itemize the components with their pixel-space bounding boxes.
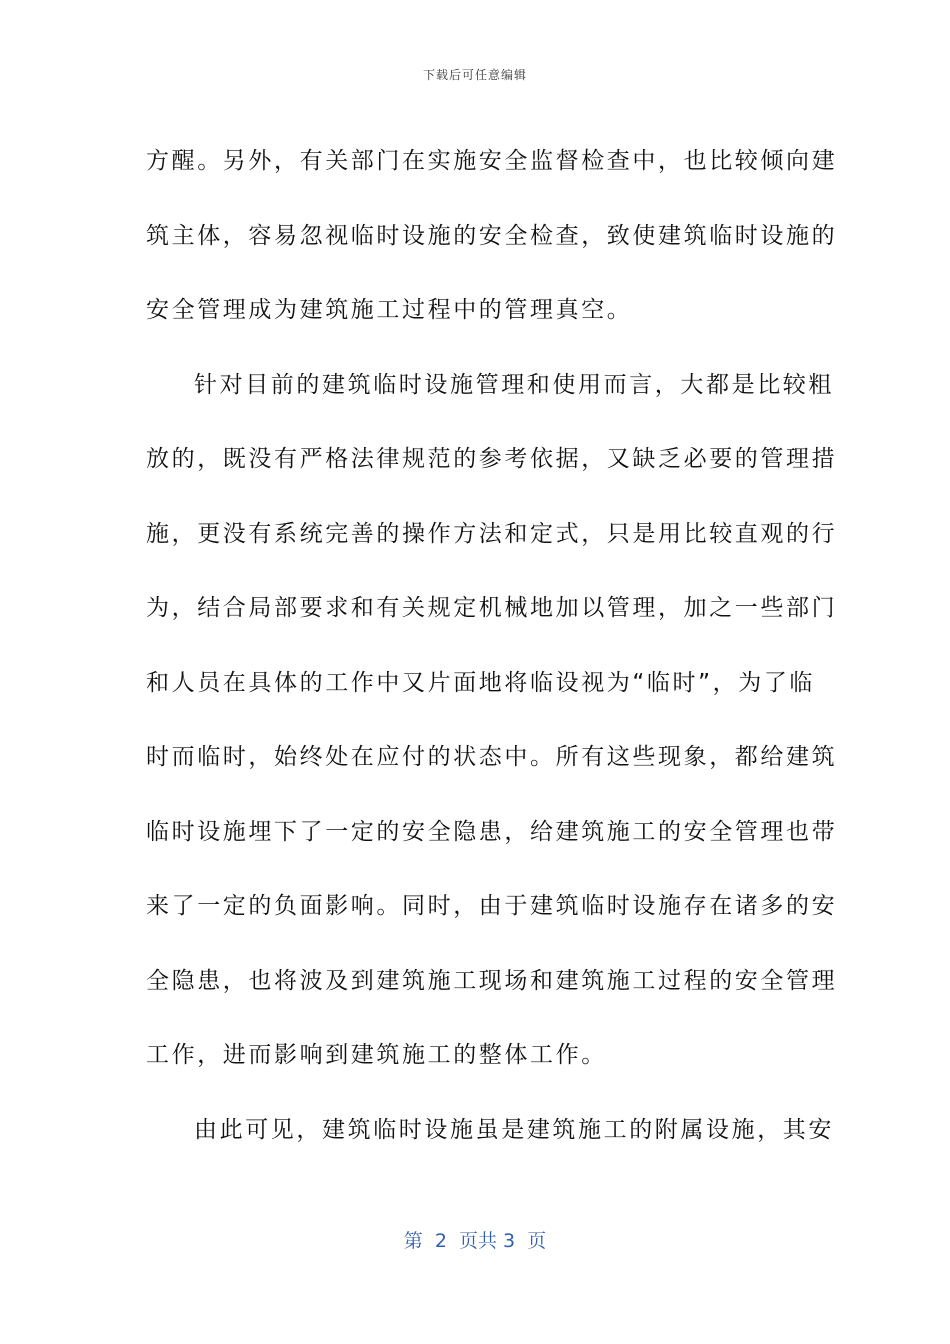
text-line: 和人员在具体的工作中又片面地将临设视为“临时”，为了临 [146, 669, 816, 696]
page-header: 下载后可任意编辑 [422, 68, 527, 82]
text-line: 针对目前的建筑临时设施管理和使用而言，大都是比较粗 [194, 371, 834, 398]
text-line: 时而临时，始终处在应付的状态中。所有这些现象，都给建筑 [146, 744, 838, 770]
text-line: 全隐患，也将波及到建筑施工现场和建筑施工过程的安全管理 [146, 967, 838, 994]
text-line: 方醒。另外，有关部门在实施安全监督检查中，也比较倾向建 [146, 148, 838, 174]
paragraph-1 [146, 124, 838, 348]
paragraph-2 [146, 348, 838, 1093]
paragraph-3 [146, 1093, 834, 1168]
page-footer: 第 2 页共 3 页 [403, 1230, 547, 1252]
text-line: 由此可见，建筑临时设施虽是建筑施工的附属设施，其安 [194, 1116, 834, 1143]
text-line: 来了一定的负面影响。同时，由于建筑临时设施存在诸多的安 [146, 893, 838, 919]
document-body [146, 124, 838, 1167]
text-line: 放的，既没有严格法律规范的参考依据，又缺乏必要的管理措 [146, 446, 838, 472]
text-line: 为，结合局部要求和有关规定机械地加以管理，加之一些部门 [146, 595, 838, 621]
text-line: 筑主体，容易忽视临时设施的安全检查，致使建筑临时设施的 [146, 222, 838, 249]
text-line: 工作，进而影响到建筑施工的整体工作。 [146, 1042, 607, 1068]
text-line: 临时设施埋下了一定的安全隐患，给建筑施工的安全管理也带 [146, 818, 838, 845]
text-line: 施，更没有系统完善的操作方法和定式，只是用比较直观的行 [146, 520, 838, 547]
text-line: 安全管理成为建筑施工过程中的管理真空。 [146, 297, 633, 323]
